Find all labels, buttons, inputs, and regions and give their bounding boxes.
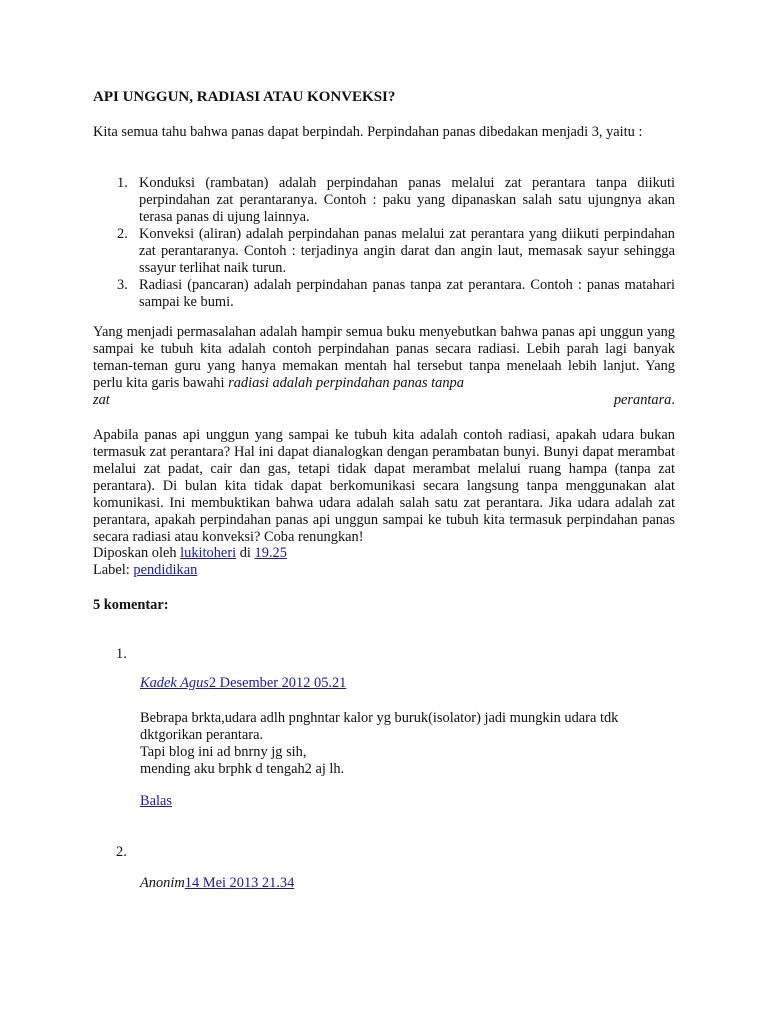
comment-number: 1. <box>116 646 127 662</box>
argument-paragraph: Apabila panas api unggun yang sampai ke tubuh kita adalah contoh radiasi, apakah udara bukan termasuk zat perantara? Hal ini dapat dianalogkan dengan perambatan bunyi. Bunyi dapat merambat melalui zat padat, cair dan gas, tetapi tidak dapat merambat melalui ruang hampa (tanpa zat perantara). Di bulan kita tidak dapat berkomunikasi secara langsung tanpa menggunakan alat komunikasi. Ini membuktikan bahwa udara adalah salah satu zat perantara. Jika udara adalah zat perantara, apakah perpindahan panas api unggun sampai ke tubuh kita termasuk perpindahan panas secara radiasi atau konveksi? Coba renungkan! <box>93 427 675 545</box>
problem-italic-left: zat <box>93 392 110 408</box>
heat-transfer-list <box>93 175 675 311</box>
comment-date-link[interactable]: 14 Mei 2013 21.34 <box>184 875 295 891</box>
list-item <box>93 277 675 311</box>
problem-italic-right: perantara <box>613 392 672 408</box>
list-item-number: 1. <box>117 175 128 191</box>
comment-author: Anonim <box>140 875 185 891</box>
comment-line: mending aku brphk d tengah2 aj lh. <box>140 761 345 777</box>
problem-paragraph <box>93 324 675 409</box>
label-label: Label: <box>93 562 130 578</box>
list-item-text: Konveksi (aliran) adalah perpindahan panas melalui zat perantara yang diikuti perpindahan zat perantaranya. Contoh : terjadinya angin darat dan angin laut, memasak sayur sehingga ssayur terlihat naik turun. <box>139 226 675 276</box>
posted-by-line <box>93 545 675 562</box>
comment-line: Bebrapa brkta,udara adlh pnghntar kalor yg buruk(isolator) jadi mungkin udara tdk dktgorikan perantara. <box>140 710 619 743</box>
post-footer <box>93 545 675 579</box>
list-item-number: 3. <box>117 277 128 293</box>
comment-meta <box>140 675 680 692</box>
post-title: API UNGGUN, RADIASI ATAU KONVEKSI? <box>93 89 396 105</box>
author-link[interactable]: lukitoheri <box>180 545 237 561</box>
list-item <box>93 175 675 226</box>
list-item-number: 2. <box>117 226 128 242</box>
list-item <box>93 226 675 277</box>
problem-text: Yang menjadi permasalahan adalah hampir semua buku menyebutkan bahwa panas api unggun yang sampai ke tubuh kita adalah contoh perpindahan panas secara radiasi. Lebih parah lagi banyak teman-teman guru yang hanya memakan mentah hal tersebut tanpa menelaah lebih lanjut. Yang perlu kita garis bawahi <box>93 324 675 391</box>
list-item-text: Radiasi (pancaran) adalah perpindahan panas tanpa zat perantara. Contoh : panas matahari sampai ke bumi. <box>139 277 675 310</box>
posted-by-label: Diposkan oleh <box>93 545 177 561</box>
problem-period: . <box>671 392 675 408</box>
problem-last-line <box>93 392 675 409</box>
problem-italic: radiasi adalah perpindahan panas tanpa <box>228 375 464 391</box>
comments-header: 5 komentar: <box>93 597 169 613</box>
time-link[interactable]: 19.25 <box>254 545 287 561</box>
at-label: di <box>239 545 251 561</box>
comment-line: Tapi blog ini ad bnrny jg sih, <box>140 744 307 760</box>
comment-date-link[interactable]: 2 Desember 2012 05.21 <box>208 675 347 691</box>
reply-link[interactable]: Balas <box>140 793 172 809</box>
label-line <box>93 562 675 579</box>
intro-paragraph: Kita semua tahu bahwa panas dapat berpindah. Perpindahan panas dibedakan menjadi 3, yaitu : <box>93 124 643 140</box>
label-link[interactable]: pendidikan <box>133 562 198 578</box>
comment-reply <box>140 793 680 810</box>
comment-meta <box>140 875 680 892</box>
comment-author-link[interactable]: Kadek Agus <box>140 675 209 691</box>
comment-number: 2. <box>116 844 127 860</box>
comment-body <box>140 710 670 778</box>
list-item-text: Konduksi (rambatan) adalah perpindahan panas melalui zat perantara tanpa diikuti perpindahan zat perantaranya. Contoh : paku yang dipanaskan salah satu ujungnya akan terasa panas di ujung lainnya. <box>139 175 675 225</box>
